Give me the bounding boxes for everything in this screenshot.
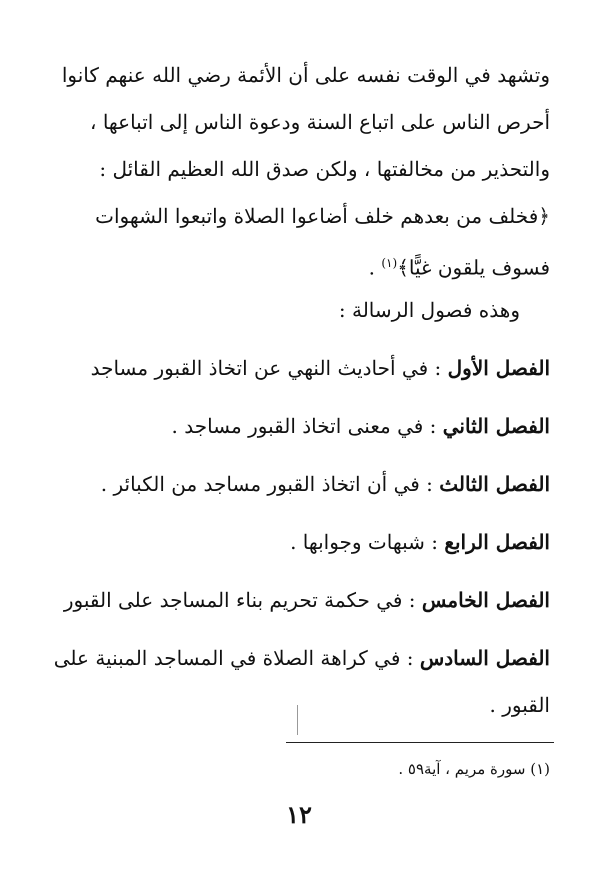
paragraph-line-2: أحرص الناس على اتباع السنة ودعوة الناس إلى اتباعها ، (90, 110, 550, 134)
chapter-1-text: : في أحاديث النهي عن اتخاذ القبور مساجد (90, 356, 448, 380)
chapter-4-title: الفصل الرابع (444, 530, 550, 554)
chapter-1-title: الفصل الأول (447, 356, 550, 380)
paragraph-line-1: وتشهد في الوقت نفسه على أن الأئمة رضي الله عنهم كانوا (61, 63, 550, 87)
chapters-intro: وهذه فصول الرسالة : (338, 298, 520, 322)
chapter-6-continuation: القبور . (489, 693, 550, 717)
chapter-4 (30, 519, 550, 566)
chapter-3-title: الفصل الثالث (439, 472, 550, 496)
chapter-5 (30, 577, 550, 624)
page-body (30, 52, 550, 729)
chapter-6 (30, 635, 550, 682)
paragraph-line-3: والتحذير من مخالفتها ، ولكن صدق الله العظيم القائل : (99, 157, 550, 181)
chapter-3 (30, 461, 550, 508)
chapter-6-title: الفصل السادس (419, 646, 550, 670)
footnote: (١) سورة مريم ، آية٥٩ . (398, 760, 550, 778)
sentence-end: . (368, 255, 382, 280)
footnote-divider (286, 742, 554, 743)
quran-quote-line-2 (30, 240, 550, 287)
page-number: ١٢ (286, 800, 312, 829)
chapter-4-text: : شبهات وجوابها . (290, 530, 445, 554)
chapter-2 (30, 403, 550, 450)
footnote-reference[interactable]: (١) (381, 256, 398, 270)
quran-quote-line-1: ﴿فخلف من بعدهم خلف أضاعوا الصلاة واتبعوا الشهوات (95, 204, 550, 228)
chapter-5-text: : في حكمة تحريم بناء المساجد على القبور (63, 588, 422, 612)
margin-mark (297, 705, 298, 735)
quran-quote-end: فسوف يلقون غيًّا﴾ (397, 255, 550, 280)
chapter-3-text: : في أن اتخاذ القبور مساجد من الكبائر . (100, 472, 440, 496)
chapter-1 (30, 345, 550, 392)
chapter-6-text: : في كراهة الصلاة في المساجد المبنية على (53, 646, 420, 670)
chapter-2-title: الفصل الثاني (442, 414, 550, 438)
chapter-5-title: الفصل الخامس (421, 588, 550, 612)
chapter-2-text: : في معنى اتخاذ القبور مساجد . (171, 414, 443, 438)
